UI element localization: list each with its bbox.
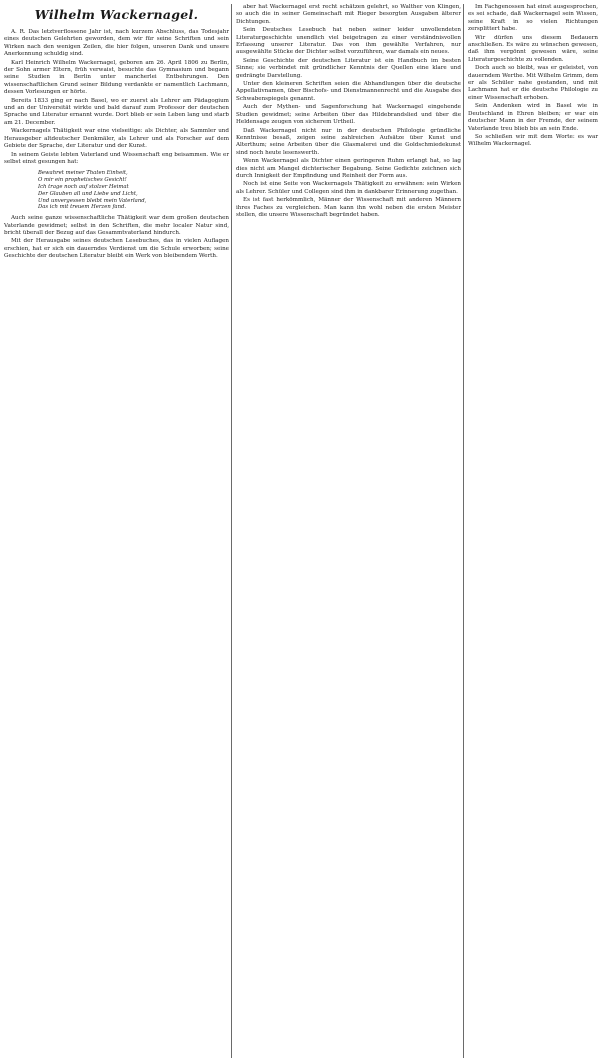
article-paragraph: Wir dürfen uns diesem Bedauern anschließen. Es wäre zu wünschen gewesen, daß ihm vergönnt gewesen wäre, seine Literaturgeschichte zu vollenden. — [468, 34, 598, 63]
article-title: Wilhelm Wackernagel. — [34, 7, 199, 22]
article-paragraph: So schließen wir mit dem Worte: es war Wilhelm Wackernagel. — [468, 133, 598, 148]
article-paragraph: Auch der Mythen- und Sagenforschung hat Wackernagel eingehende Studien gewidmet; seine Arbeiten über das Hildebrandslied und über die Heldensage zeugen von sicherem Urtheil. — [236, 104, 461, 126]
article-paragraph: Daß Wackernagel nicht nur in der deutschen Philologie gründliche Kenntnisse besaß, zeigen seine zahlreichen Aufsätze über Kunst und Alterthum; seine Arbeiten über die Glasmalerei und die Goldschmiedekunst sind noch heute lesenswerth. — [236, 127, 461, 156]
article-paragraph: A. R. Das letztverflossene Jahr ist, nach kurzem Abschluss, das Todesjahr eines deutschen Gelehrten geworden, dem wir für seine Schriften und sein Wirken nach den wenigen Zeilen, die hier folgen, unseren Dank und unsere Anerkennung schuldig sind. — [4, 29, 229, 58]
article-column-1 — [4, 4, 229, 262]
article-paragraph: Noch ist eine Seite von Wackernagels Thätigkeit zu erwähnen: sein Wirken als Lehrer. Schüler und Collegen sind ihm in dankbarer Erinnerung zugethan. — [236, 181, 461, 195]
article-paragraph: Auch seine ganze wissenschaftliche Thätigkeit war dem großen deutschen Vaterlande gewidmet; selbst in den Schriften, die mehr localer Natur sind, bricht überall der Bezug auf das Gesammtvaterland hindurch. — [4, 215, 229, 236]
article-paragraph: Wenn Wackernagel als Dichter einen geringeren Ruhm erlangt hat, so lag dies nicht am Mangel dichterischer Begabung. Seine Gedichte zeichnen sich durch Innigkeit der Empfindung und Reinheit der Form aus. — [236, 158, 461, 179]
poem-quote — [38, 170, 229, 211]
article-paragraph: Wackernagels Thätigkeit war eine vielseitige: als Dichter, als Sammler und Herausgeber altdeutscher Denkmäler, als Lehrer und als Forscher auf dem Gebiete der Sprache, der Literatur und der Kunst. — [4, 128, 229, 150]
article-column-3 — [468, 4, 598, 150]
article-paragraph: Doch auch so bleibt, was er geleistet, von dauerndem Werthe. Mit Wilhelm Grimm, dem er als Schüler nahe gestanden, und mit Lachmann hat er die deutsche Philologie zu einer Wissenschaft erhoben. — [468, 65, 598, 101]
column-divider-2 — [463, 4, 464, 1058]
article-paragraph: Unter den kleineren Schriften seien die Abhandlungen über die deutsche Appellativnamen, über Bischofs- und Dienstmannenrecht und die Ausgabe des Schwabenspiegels genannt. — [236, 81, 461, 102]
article-paragraph: Im Fachgenossen hat einst ausgesprochen, es sei schade, daß Wackernagel sein Wissen, seine Kraft in so vielen Richtungen zersplittert habe. — [468, 4, 598, 33]
article-paragraph: In seinem Geiste lebten Vaterland und Wissenschaft eng beisammen. Wie er selbst einst gesungen hat: — [4, 151, 229, 165]
article-paragraph: Es ist fast herkömmlich, Männer der Wissenschaft mit anderen Männern ihres Faches zu vergleichen. Man kann ihn wohl neben die ersten Meister stellen, die unsere Wissenschaft begründet haben. — [236, 197, 461, 218]
column-divider-1 — [231, 4, 232, 1058]
poem-line: Das ich mit treuem Herzen fand. — [38, 204, 127, 211]
poem-line: Der Glauben all und Liebe und Licht, — [38, 190, 138, 197]
article-paragraph: Bereits 1833 ging er nach Basel, wo er zuerst als Lehrer am Pädagogium und an der Universität wirkte und bald darauf zum Professor der deutschen Sprache und Literatur ernannt wurde. Dort blieb er sein Leben lang und starb am 21. December. — [4, 97, 229, 126]
article-paragraph: Karl Heinrich Wilhelm Wackernagel, geboren am 26. April 1806 zu Berlin, der Sohn armer Eltern, früh verwaist, besuchte das Gymnasium und begann seine Studien in Berlin unter mancherlei Entbehrungen. Den wissenschaftlichen Grund seiner Bildung verdankte er namentlich Lachmann, dessen Vorlesungen er hörte. — [4, 59, 229, 96]
article-paragraph: aber hat Wackernagel erst recht schätzen gelehrt, so Walther von Klingen, so auch die in seiner Gemeinschaft mit Rieger besorgten Ausgaben älterer Dichtungen. — [236, 4, 461, 25]
article-paragraph: Sein Andenken wird in Basel wie in Deutschland in Ehren bleiben; er war ein deutscher Mann in der Fremde, der seinem Vaterlande treu blieb bis an sein Ende. — [468, 103, 598, 132]
poem-line: Und unvergessen bleibt mein Vaterland, — [38, 197, 147, 204]
poem-line: O mir ein prophetisches Gesicht! — [38, 177, 127, 184]
article-paragraph: Sein Deutsches Lesebuch hat neben seiner leider unvollendeten Literaturgeschichte unendlich viel beigetragen zu einer verständnisvollen Erfassung unserer Literatur. Das von ihm gewählte Verfahren, nur ausgewählte Stücke der Dichter selbst vorzuführen, war damals ein neues. — [236, 27, 461, 56]
article-paragraph: Seine Geschichte der deutschen Literatur ist ein Handbuch im besten Sinne; sie verbindet mit gründlicher Kenntnis der Quellen eine klare und gedrängte Darstellung. — [236, 57, 461, 79]
article-column-2 — [236, 4, 461, 220]
article-paragraph: Mit der Herausgabe seines deutschen Lesebuches, das in vielen Auflagen erschien, hat er sich ein dauerndes Verdienst um die Schule erworben; seine Geschichte der deutschen Literatur bleibt ein Werk von bleibendem Werth. — [4, 238, 229, 260]
poem-line: Ich trage noch auf stolzer Heimat — [38, 183, 129, 190]
poem-line: Bewahret meiner Thaten Einheit, — [38, 170, 128, 177]
